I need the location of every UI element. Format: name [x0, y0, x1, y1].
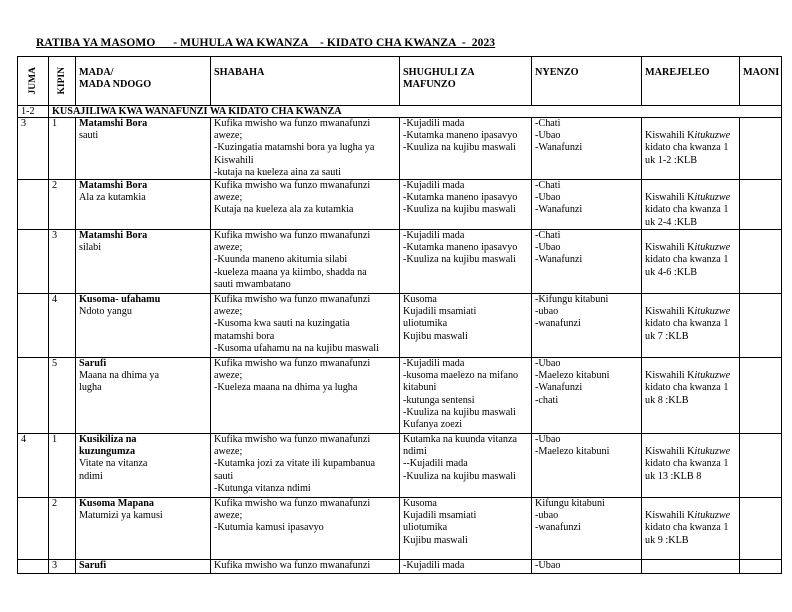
kipindi-cell: 2: [49, 498, 76, 560]
shabaha-cell: Kufika mwisho wa funzo mwanafunzi aweze; Kutaja na kueleza ala za kutamkia: [211, 180, 400, 230]
juma-cell: 3: [18, 118, 49, 180]
header-juma: JUMA: [18, 57, 49, 106]
header-row: [18, 57, 782, 106]
header-nyenzo: NYENZO: [532, 57, 642, 106]
shughuli-cell: -Kujadili mada: [400, 560, 532, 574]
mada-cell: Matamshi Bora silabi: [76, 230, 211, 294]
marejeleo-cell: Kiswahili Kitukuzwe kidato cha kwanza 1 uk 8 :KLB: [642, 358, 740, 434]
nyenzo-cell: -Chati -Ubao -Wanafunzi: [532, 230, 642, 294]
header-shabaha: SHABAHA: [211, 57, 400, 106]
header-marejeleo: MAREJELEO: [642, 57, 740, 106]
juma-cell: [18, 560, 49, 574]
mada-cell: Kusikiliza na kuzungumza Vitate na vitanza ndimi: [76, 434, 211, 498]
shabaha-cell: Kufika mwisho wa funzo mwanafunzi aweze; -Kutamka jozi za vitate ili kupambanua sauti -Kutunga vitanza ndimi: [211, 434, 400, 498]
nyenzo-cell: Kifungu kitabuni -ubao -wanafunzi: [532, 498, 642, 560]
header-kipindi: KIPIN: [49, 57, 76, 106]
juma-cell: [18, 294, 49, 358]
shughuli-cell: Kutamka na kuunda vitanza ndimi --Kujadili mada -Kuuliza na kujibu maswali: [400, 434, 532, 498]
marejeleo-cell: Kiswahili Kitukuzwe kidato cha kwanza 1 uk 13 :KLB 8: [642, 434, 740, 498]
shughuli-cell: -Kujadili mada -Kutamka maneno ipasavyo -Kuuliza na kujibu maswali: [400, 118, 532, 180]
nyenzo-cell: -Kifungu kitabuni -ubao -wanafunzi: [532, 294, 642, 358]
shughuli-cell: Kusoma Kujadili msamiati uliotumika Kujibu maswali: [400, 498, 532, 560]
nyenzo-cell: -Chati -Ubao -Wanafunzi: [532, 180, 642, 230]
marejeleo-cell: Kiswahili Kitukuzwe kidato cha kwanza 1 uk 7 :KLB: [642, 294, 740, 358]
kipindi-cell: 1: [49, 434, 76, 498]
table-row: [18, 180, 782, 230]
shabaha-cell: Kufika mwisho wa funzo mwanafunzi aweze; -Kueleza maana na dhima ya lugha: [211, 358, 400, 434]
mada-cell: Kusoma- ufahamu Ndoto yangu: [76, 294, 211, 358]
page-title: RATIBA YA MASOMO - MUHULA WA KWANZA - KIDATO CHA KWANZA - 2023: [36, 37, 496, 49]
shughuli-cell: -Kujadili mada -Kutamka maneno ipasavyo -Kuuliza na kujibu maswali: [400, 180, 532, 230]
mada-cell: Matamshi Bora sauti: [76, 118, 211, 180]
nyenzo-cell: -Chati -Ubao -Wanafunzi: [532, 118, 642, 180]
maoni-cell: [740, 118, 782, 180]
shughuli-cell: -Kujadili mada -Kutamka maneno ipasavyo -Kuuliza na kujibu maswali: [400, 230, 532, 294]
mada-cell: Sarufi Maana na dhima ya lugha: [76, 358, 211, 434]
juma-cell: [18, 180, 49, 230]
scheme-of-work-table: [17, 56, 782, 574]
shabaha-cell: Kufika mwisho wa funzo mwanafunzi: [211, 560, 400, 574]
maoni-cell: [740, 560, 782, 574]
registration-juma: 1-2: [18, 106, 49, 118]
kipindi-cell: 2: [49, 180, 76, 230]
mada-cell: Kusoma Mapana Matumizi ya kamusi: [76, 498, 211, 560]
juma-cell: [18, 498, 49, 560]
mada-cell: Matamshi Bora Ala za kutamkia: [76, 180, 211, 230]
kipindi-cell: 5: [49, 358, 76, 434]
shabaha-cell: Kufika mwisho wa funzo mwanafunzi aweze; -Kutumia kamusi ipasavyo: [211, 498, 400, 560]
table-row: [18, 230, 782, 294]
table-row: [18, 560, 782, 574]
kipindi-cell: 3: [49, 560, 76, 574]
header-mada: MADA/ MADA NDOGO: [76, 57, 211, 106]
kipindi-cell: 1: [49, 118, 76, 180]
table-row: [18, 294, 782, 358]
maoni-cell: [740, 434, 782, 498]
juma-cell: 4: [18, 434, 49, 498]
shughuli-cell: Kusoma Kujadili msamiati uliotumika Kujibu maswali: [400, 294, 532, 358]
nyenzo-cell: -Ubao -Maelezo kitabuni -Wanafunzi -chati: [532, 358, 642, 434]
maoni-cell: [740, 294, 782, 358]
shabaha-cell: Kufika mwisho wa funzo mwanafunzi aweze; -Kusoma kwa sauti na kuzingatia matamshi bora -Kusoma ufahamu na na kujibu maswali: [211, 294, 400, 358]
marejeleo-cell: [642, 560, 740, 574]
table-row: [18, 358, 782, 434]
marejeleo-cell: Kiswahili Kitukuzwe kidato cha kwanza 1 uk 9 :KLB: [642, 498, 740, 560]
juma-cell: [18, 230, 49, 294]
marejeleo-cell: Kiswahili Kitukuzwe kidato cha kwanza 1 uk 1-2 :KLB: [642, 118, 740, 180]
kipindi-cell: 3: [49, 230, 76, 294]
table-row: [18, 118, 782, 180]
header-maoni: MAONI: [740, 57, 782, 106]
kipindi-cell: 4: [49, 294, 76, 358]
nyenzo-cell: -Ubao -Maelezo kitabuni: [532, 434, 642, 498]
nyenzo-cell: -Ubao: [532, 560, 642, 574]
header-shughuli: SHUGHULI ZA MAFUNZO: [400, 57, 532, 106]
marejeleo-cell: Kiswahili Kitukuzwe kidato cha kwanza 1 uk 2-4 :KLB: [642, 180, 740, 230]
shabaha-cell: Kufika mwisho wa funzo mwanafunzi aweze; -Kuzingatia matamshi bora ya lugha ya Kiswahili -kutaja na kueleza aina za sauti: [211, 118, 400, 180]
maoni-cell: [740, 180, 782, 230]
table-row: [18, 434, 782, 498]
maoni-cell: [740, 358, 782, 434]
mada-cell: Sarufi: [76, 560, 211, 574]
shughuli-cell: -Kujadili mada -kusoma maelezo na mifano kitabuni -kutunga sentensi -Kuuliza na kujibu maswali Kufanya zoezi: [400, 358, 532, 434]
registration-text: KUSAJILIWA KWA WANAFUNZI WA KIDATO CHA KWANZA: [49, 106, 782, 118]
maoni-cell: [740, 498, 782, 560]
registration-row: [18, 106, 782, 118]
marejeleo-cell: Kiswahili Kitukuzwe kidato cha kwanza 1 uk 4-6 :KLB: [642, 230, 740, 294]
shabaha-cell: Kufika mwisho wa funzo mwanafunzi aweze; -Kuunda maneno akitumia silabi -kueleza maana ya kiimbo, shadda na sauti mwambatano: [211, 230, 400, 294]
juma-cell: [18, 358, 49, 434]
table-row: [18, 498, 782, 560]
maoni-cell: [740, 230, 782, 294]
